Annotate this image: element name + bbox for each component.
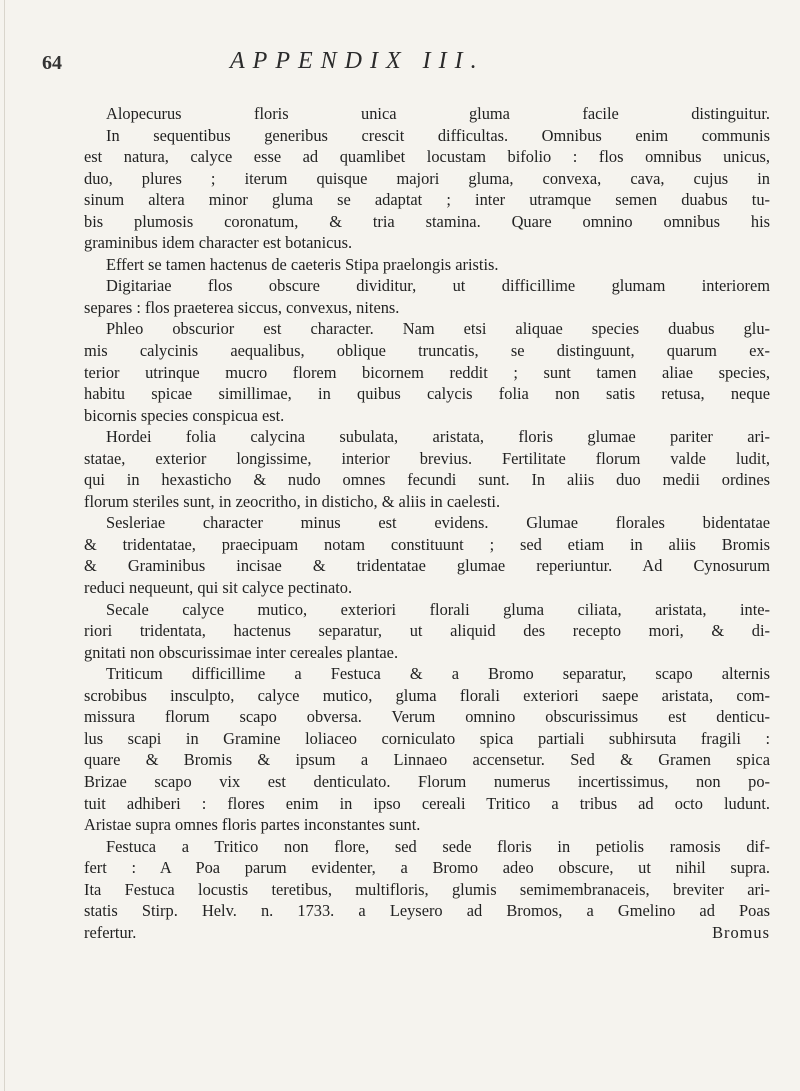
text-line: Secale calyce mutico, exteriori florali gluma ciliata, aristata, inte- [106, 599, 770, 619]
text-line: florum steriles sunt, in zeocritho, in disticho, & aliis in caelesti. [84, 491, 501, 511]
text-line: habitu spicae simillimae, in quibus calycis folia non satis retusa, neque [84, 384, 770, 404]
text-line: Aristae supra omnes floris partes inconstantes sunt. [84, 815, 421, 835]
text-line: Digitariae flos obscure dividitur, ut difficillime glumam interiorem [106, 276, 770, 296]
text-line: Triticum difficillime a Festuca & a Bromo separatur, scapo alternis [106, 664, 770, 684]
text-line: riori tridentata, hactenus separatur, ut aliquid des recepto mori, & di- [84, 621, 770, 641]
text-line: In sequentibus generibus crescit difficultas. Omnibus enim communis [106, 125, 770, 145]
text-line: Brizae scapo vix est denticulato. Florum numerus incertissimus, non po- [84, 771, 770, 791]
text-line: & Graminibus incisae & tridentatae glumae reperiuntur. Ad Cynosurum [84, 556, 770, 576]
text-line: gnitati non obscurissimae inter cereales plantae. [84, 642, 399, 662]
text-line: mis calycinis aequalibus, oblique truncatis, se distinguunt, quarum ex- [84, 341, 770, 361]
text-line: Effert se tamen hactenus de caeteris Stipa praelongis aristis. [106, 254, 499, 274]
text-line: duo, plures ; iterum quisque majori gluma, convexa, cava, cujus in [84, 168, 770, 188]
page-number: 64 [42, 52, 62, 74]
text-line: Sesleriae character minus est evidens. Glumae florales bidentatae [106, 513, 770, 533]
text-line: quare & Bromis & ipsum a Linnaeo accensetur. Sed & Gramen spica [84, 750, 770, 770]
text-line: terior utrinque mucro florem bicornem reddit ; sunt tamen aliae species, [84, 362, 770, 382]
page-header [0, 46, 800, 86]
text-line: statis Stirp. Helv. n. 1733. a Leysero ad Bromos, a Gmelino ad Poas [84, 901, 770, 921]
text-line: refertur. [84, 922, 137, 942]
text-line: sinum altera minor gluma se adaptat ; inter utramque semen duabus tu- [84, 190, 770, 210]
text-line: bis plumosis coronatum, & tria stamina. Quare omnino omnibus his [84, 211, 770, 231]
text-line: Phleo obscurior est character. Nam etsi aliquae species duabus glu- [106, 319, 770, 339]
running-head: APPENDIX III. [230, 48, 485, 74]
last-text-line [84, 922, 770, 944]
text-line: Hordei folia calycina subulata, aristata, floris glumae pariter ari- [106, 427, 770, 447]
text-line: & tridentatae, praecipuam notam constituunt ; sed etiam in aliis Bromis [84, 534, 770, 554]
text-line: graminibus idem character est botanicus. [84, 233, 353, 253]
text-line: separes : flos praeterea siccus, convexus, nitens. [84, 297, 400, 317]
text-line: Alopecurus floris unica gluma facile distinguitur. [106, 104, 770, 123]
text-line: qui in hexasticho & nudo omnes fecundi sunt. In aliis duo medii ordines [84, 470, 770, 490]
body-text [84, 103, 770, 943]
text-line: reduci nequeunt, qui sit calyce pectinato. [84, 578, 353, 598]
text-line: Ita Festuca locustis teretibus, multifloris, glumis semimembranaceis, breviter ari- [84, 879, 770, 899]
text-line: est natura, calyce esse ad quamlibet locustam bifolio : flos omnibus unicus, [84, 147, 770, 167]
page-edge [4, 0, 5, 1091]
catchword: Bromus [712, 922, 770, 942]
text-line: bicornis species conspicua est. [84, 405, 285, 425]
text-line: Festuca a Tritico non flore, sed sede floris in petiolis ramosis dif- [106, 836, 770, 856]
text-line: lus scapi in Gramine loliaceo corniculato spica partiali subhirsuta fragili : [84, 728, 770, 748]
text-line: tuit adhiberi : flores enim in ipso cereali Tritico a tribus ad octo ludunt. [84, 793, 770, 813]
text-line: scrobibus insculpto, calyce mutico, gluma florali exteriori saepe aristata, com- [84, 685, 770, 705]
text-line: statae, exterior longissime, interior brevius. Fertilitate florum valde ludit, [84, 448, 770, 468]
text-line: fert : A Poa parum evidenter, a Bromo adeo obscure, ut nihil supra. [84, 858, 770, 878]
text-line: missura florum scapo obversa. Verum omnino obscurissimus est denticu- [84, 707, 770, 727]
